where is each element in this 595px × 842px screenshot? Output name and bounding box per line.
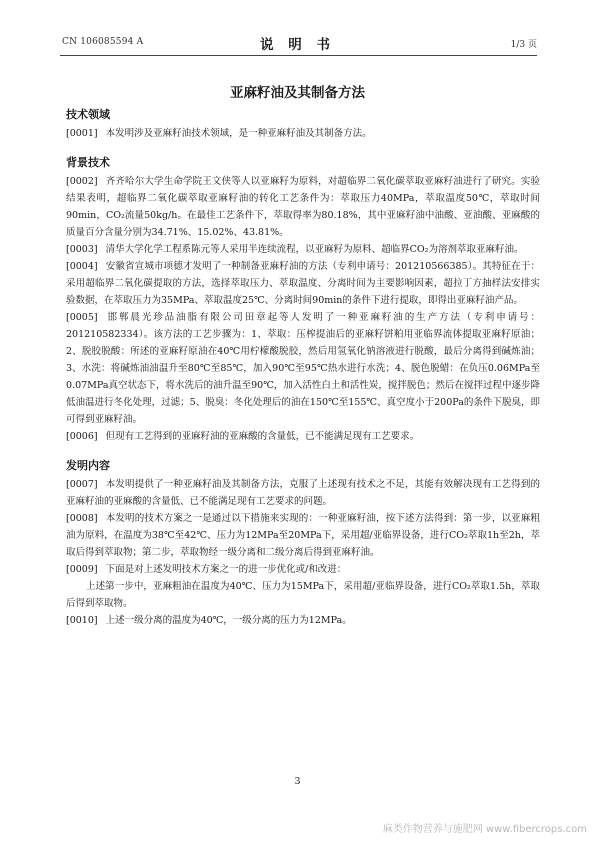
paragraph-number: [0010]	[66, 615, 98, 626]
section-heading-tech-field: 技术领域	[66, 108, 110, 121]
paragraph-0005	[66, 309, 540, 428]
watermark: 麻类作物营养与施肥网 www.fibercrops.com	[382, 824, 587, 835]
paragraph-number: [0001]	[66, 128, 98, 139]
paragraph-0007	[66, 476, 540, 510]
paragraph-text: 本发明涉及亚麻籽油技术领域，是一种亚麻籽油及其制备方法。	[105, 128, 372, 139]
paragraph-number: [0009]	[66, 564, 98, 575]
paragraph-number: [0002]	[66, 176, 98, 187]
paragraph-0009	[66, 561, 540, 578]
paragraph-text: 齐齐哈尔大学生命学院王文侠等人以亚麻籽为原料，对超临界二氧化碳萃取亚麻籽油进行了研究。实验结果表明，超临界二氧化碳萃取亚麻籽油的转化工艺条件为：萃取压力40MPa，萃取温度50℃，萃取时间90min，CO₂流量50kg/h。在最佳工艺条件下，萃取得率为80.18%，其中亚麻籽油中油酸、亚油酸、亚麻酸的质量百分含量分别为34.71%、15.02%、43.81%。	[66, 176, 540, 238]
paragraph-0008	[66, 510, 540, 561]
paragraph-number: [0007]	[66, 479, 98, 490]
paragraph-text: 本发明提供了一种亚麻籽油及其制备方法，克服了上述现有技术之不足，其能有效解决现有工艺得到的亚麻籽油的亚麻酸的含量低、已不能满足现有工艺要求的问题。	[66, 479, 540, 507]
paragraph-text: 但现有工艺得到的亚麻籽油的亚麻酸的含量低，已不能满足现有工艺要求。	[105, 431, 420, 442]
paragraph-text: 清华大学化学工程系陈元等人采用半连续流程，以亚麻籽为原料、超临界CO₂为溶剂萃取亚麻籽油。	[105, 244, 524, 255]
header-divider	[60, 55, 537, 56]
paragraph-0001	[66, 125, 540, 142]
paragraph-0004	[66, 258, 540, 309]
document-title: 亚麻籽油及其制备方法	[230, 85, 365, 101]
section-heading-summary: 发明内容	[66, 459, 110, 472]
paragraph-0006	[66, 428, 540, 445]
paragraph-0003	[66, 241, 540, 258]
paragraph-number: [0003]	[66, 244, 98, 255]
section-heading-background: 背景技术	[66, 156, 110, 169]
patent-number: CN 106085594 A	[62, 37, 144, 47]
document-type-heading: 说 明 书	[260, 37, 335, 53]
paragraph-text: 安徽省宣城市项德才发明了一种制备亚麻籽油的方法（专利申请号：201210566385）。其特征在于：采用超临界二氧化碳提取的方法，选择萃取压力、萃取温度、分离时间为主要影响因素，超拉丁方抽样法安排实验数据，在萃取压力为35MPa、萃取温度25℃、分离时间90min的条件下进行提取，即得出亚麻籽油产品。	[66, 261, 540, 306]
paragraph-0010	[66, 612, 540, 629]
paragraph-number: [0008]	[66, 513, 98, 524]
paragraph-text: 本发明的技术方案之一是通过以下措施来实现的：一种亚麻籽油，按下述方法得到：第一步，以亚麻粗油为原料，在温度为38℃至42℃、压力为12MPa至20MPa下，采用超/亚临界设备，进行CO₂萃取1h至2h，萃取后得到萃取物；第二步，萃取物经一级分离和二级分离后得到亚麻籽油。	[66, 513, 540, 558]
paragraph-text: 上述一级分离的温度为40℃，一级分离的压力为12MPa。	[105, 615, 352, 626]
paragraph-0002	[66, 173, 540, 241]
page-number: 3	[294, 776, 301, 787]
paragraph-number: [0005]	[66, 312, 98, 323]
paragraph-text: 下面是对上述发明技术方案之一的进一步优化或/和改进：	[105, 564, 347, 575]
page-count: 1/3 页	[510, 40, 537, 50]
paragraph-text: 邯郸晨光珍品油脂有限公司田章起等人发明了一种亚麻籽油的生产方法（专利申请号：201210582334）。该方法的工艺步骤为：1、萃取：压榨提油后的亚麻籽饼粕用亚临界流体提取亚麻籽原油；2、脱胶脱酸：所述的亚麻籽原油在40℃用柠檬酸脱胶，然后用氢氧化钠溶液进行脱酸，最后分离得到碱炼油；3、水洗：将碱炼油油温升至80℃至85℃，加入90℃至95℃热水进行水洗；4、脱色脱蜡：在负压0.06MPa至0.07MPa真空状态下，将水洗后的油升温至90℃，加入活性白土和活性炭，搅拌脱色；然后在搅拌过程中逐步降低油温进行冬化处理，过滤；5、脱臭：冬化处理后的油在150℃至155℃、真空度小于200Pa的条件下脱臭，即可得到亚麻籽油。	[66, 312, 540, 425]
paragraph-number: [0004]	[66, 261, 98, 272]
paragraph-0009-continued: 上述第一步中，亚麻粗油在温度为40℃、压力为15MPa下，采用超/亚临界设备，进行CO₂萃取1.5h，萃取后得到萃取物。	[66, 581, 540, 609]
paragraph-number: [0006]	[66, 431, 98, 442]
document-body	[66, 106, 540, 629]
